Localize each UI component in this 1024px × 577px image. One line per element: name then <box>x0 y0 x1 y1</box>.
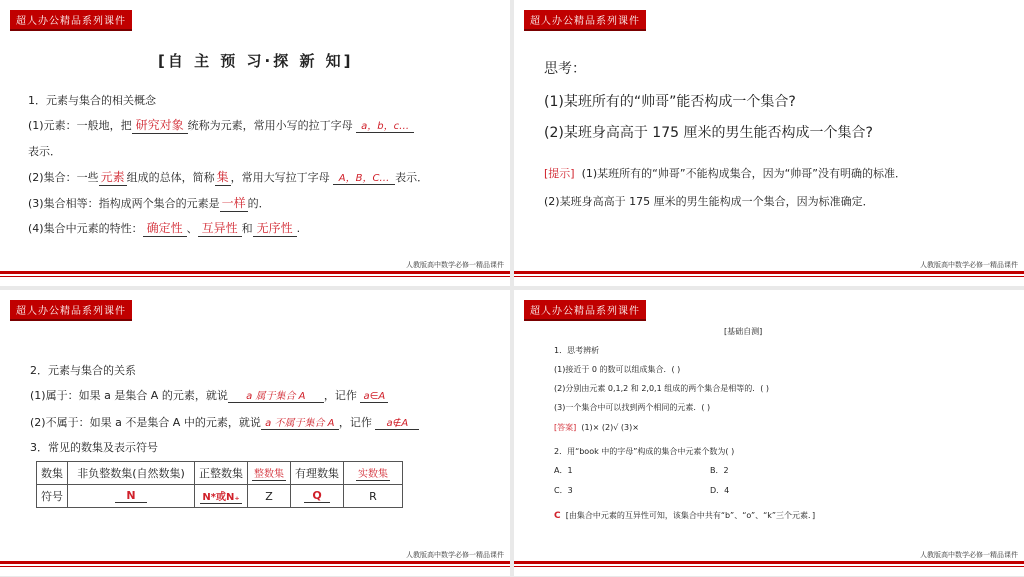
heading-number-sets: 3．常见的数集及表示符号 <box>30 441 158 454</box>
section-title: [自 主 预 习·探 新 知] <box>158 52 354 70</box>
blank-not-belongs: a 不属于集合 A <box>261 414 339 430</box>
think-label: 思考： <box>544 61 586 77</box>
line-belongs: (1)属于：如果 a 是集合 A 的元素，就说 a 属于集合 A ，记作 a∈A <box>30 387 388 403</box>
answer-tag: [答案] <box>554 423 577 432</box>
footer-text: 人教版高中数学必修一精品课件 <box>916 550 1018 560</box>
blank-distinctness: 互异性 <box>198 219 242 237</box>
blank-abc: a，b，c… <box>356 117 414 133</box>
footer-line-thin <box>514 276 1024 277</box>
brand-badge: 超人办公精品系列课件 <box>524 300 646 321</box>
q1-heading: 1．思考辨析 <box>554 346 600 355</box>
table-cell: Q <box>291 485 344 508</box>
footer-line <box>0 271 510 274</box>
self-test-header: [基础自测] <box>724 327 763 336</box>
slide-4 <box>514 290 1024 576</box>
footer-line-thin <box>514 566 1024 567</box>
footer-line <box>514 271 1024 274</box>
table-cell: 符号 <box>37 485 68 508</box>
table-cell: 数集 <box>37 462 68 485</box>
q1-item-3: (3)一个集合中可以找到两个相同的元素．( ) <box>554 403 711 412</box>
table-cell: N*或N₊ <box>195 485 248 508</box>
blank-ABC: A，B，C… <box>333 169 395 185</box>
brand-badge: 超人办公精品系列课件 <box>524 10 646 31</box>
blank-same: 一样 <box>221 196 246 210</box>
question-2: (2)某班身高高于 175 厘米的男生能否构成一个集合? <box>544 125 873 141</box>
line-set: (2)集合：一些 元素 组成的总体，简称 集 ，常用大写拉丁字母 A，B，C… 表示． <box>28 170 429 184</box>
table-cell: 有理数集 <box>291 462 344 485</box>
blank-element: 元素 <box>100 170 125 184</box>
answer-2: (2)某班身高高于 175 厘米的男生能构成一个集合，因为标准确定． <box>544 195 874 208</box>
table-cell: 非负整数集(自然数集) <box>68 462 195 485</box>
line-not-belongs: (2)不属于：如果 a 不是集合 A 中的元素，就说 a 不属于集合 A ，记作 a∉A <box>30 414 419 430</box>
q1-item-2: (2)分别由元素 0,1,2 和 2,0,1 组成的两个集合是相等的．( ) <box>554 384 769 393</box>
hint-tag: [提示] <box>544 167 575 180</box>
footer-line <box>514 561 1024 564</box>
brand-badge: 超人办公精品系列课件 <box>10 300 132 321</box>
footer-line-thin <box>0 276 510 277</box>
footer-text: 人教版高中数学必修一精品课件 <box>402 260 504 270</box>
slide-2 <box>514 0 1024 286</box>
footer-text: 人教版高中数学必修一精品课件 <box>916 260 1018 270</box>
brand-badge: 超人办公精品系列课件 <box>10 10 132 31</box>
blank-unordered: 无序性 <box>253 219 297 237</box>
footer-text: 人教版高中数学必修一精品课件 <box>402 550 504 560</box>
q1-answer: [答案] (1)× (2)√ (3)× <box>554 423 639 432</box>
blank-research-object: 研究对象 <box>132 116 188 134</box>
line-element: (1)元素：一般地，把 研究对象 统称为元素，常用小写的拉丁字母 a，b，c… <box>28 116 414 134</box>
table-cell: Z <box>248 485 291 508</box>
answer-1: [提示] (1)某班所有的“帅哥”不能构成集合，因为“帅哥”没有明确的标准． <box>544 167 906 180</box>
slide-3 <box>0 290 510 576</box>
option-d: D．4 <box>710 486 730 495</box>
q1-item-1: (1)接近于 0 的数可以组成集合．( ) <box>554 365 681 374</box>
table-cell: 实数集 <box>344 462 403 485</box>
q2-heading: 2．用“book 中的字母”构成的集合中元素个数为( ) <box>554 447 735 456</box>
q2-solution: C [由集合中元素的互异性可知，该集合中共有“b”、“o”、“k”三个元素．] <box>554 511 816 521</box>
table-cell: R <box>344 485 403 508</box>
heading-relation: 2．元素与集合的关系 <box>30 364 136 377</box>
line-properties: (4)集合中元素的特性： 确定性 、 互异性 和 无序性 . <box>28 221 301 235</box>
question-1: (1)某班所有的“帅哥”能否构成一个集合? <box>544 94 796 110</box>
footer-line <box>0 561 510 564</box>
option-c: C．3 <box>554 486 573 495</box>
line-element-end: 表示． <box>28 145 61 158</box>
number-set-table <box>36 461 403 508</box>
slide-1 <box>0 0 510 286</box>
solution-letter: C <box>554 511 561 521</box>
footer-line-thin <box>0 566 510 567</box>
blank-definiteness: 确定性 <box>143 219 187 237</box>
table-cell: N <box>68 485 195 508</box>
heading-concepts: 1．元素与集合的相关概念 <box>28 94 156 107</box>
option-a: A．1 <box>554 466 573 475</box>
blank-notin-symbol: a∉A <box>375 418 419 430</box>
table-cell: 整数集 <box>248 462 291 485</box>
option-b: B．2 <box>710 466 729 475</box>
blank-in-symbol: a∈A <box>360 391 388 403</box>
table-row-symbols <box>37 485 403 508</box>
table-row-header <box>37 462 403 485</box>
line-equal: (3)集合相等：指构成两个集合的元素是 一样 的． <box>28 196 270 210</box>
table-cell: 正整数集 <box>195 462 248 485</box>
blank-set: 集 <box>216 170 229 184</box>
blank-belongs: a 属于集合 A <box>228 387 324 403</box>
